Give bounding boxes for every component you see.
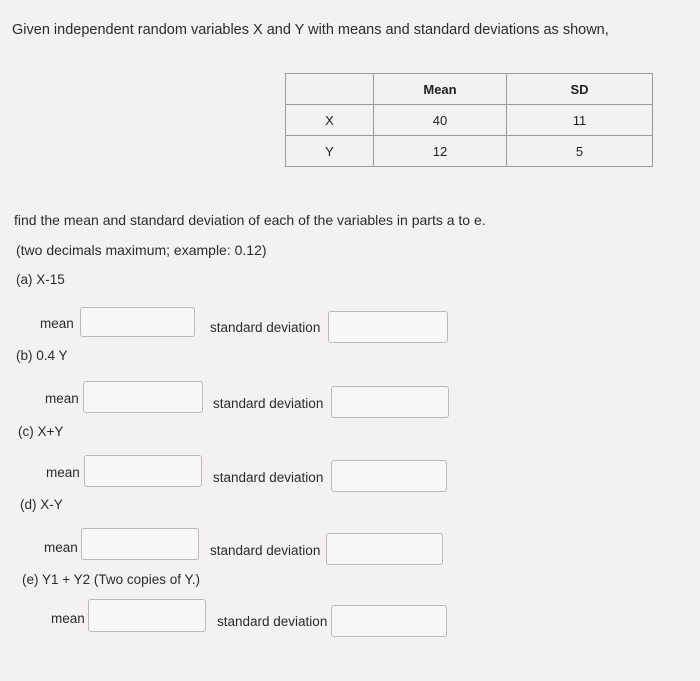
part-b-mean-label: mean xyxy=(45,391,79,406)
instructions-line2: (two decimals maximum; example: 0.12) xyxy=(16,242,267,258)
stats-table xyxy=(285,73,653,167)
instructions-line1: find the mean and standard deviation of each of the variables in parts a to e. xyxy=(14,212,486,228)
table-header-blank xyxy=(286,74,374,105)
cell-y-mean: 12 xyxy=(374,136,507,167)
part-e-sd-input[interactable] xyxy=(331,605,447,637)
part-c-mean-input[interactable] xyxy=(84,455,202,487)
part-a-mean-label: mean xyxy=(40,316,74,331)
part-a-title: (a) X-15 xyxy=(16,272,65,287)
part-d-sd-label: standard deviation xyxy=(210,543,321,558)
part-c-title: (c) X+Y xyxy=(18,424,64,439)
part-b-title: (b) 0.4 Y xyxy=(16,348,68,363)
part-d-title: (d) X-Y xyxy=(20,497,63,512)
cell-y-sd: 5 xyxy=(507,136,653,167)
part-a-sd-label: standard deviation xyxy=(210,320,321,335)
row-label-x: X xyxy=(286,105,374,136)
table-header-mean: Mean xyxy=(374,74,507,105)
part-c-mean-label: mean xyxy=(46,465,80,480)
cell-x-mean: 40 xyxy=(374,105,507,136)
part-e-sd-label: standard deviation xyxy=(217,614,328,629)
table-header-row xyxy=(286,74,653,105)
part-c-sd-label: standard deviation xyxy=(213,470,324,485)
cell-x-sd: 11 xyxy=(507,105,653,136)
row-label-y: Y xyxy=(286,136,374,167)
part-d-sd-input[interactable] xyxy=(326,533,443,565)
table-header-sd: SD xyxy=(507,74,653,105)
part-e-mean-label: mean xyxy=(51,611,85,626)
question-intro: Given independent random variables X and Y with means and standard deviations as shown, xyxy=(12,22,609,38)
part-a-sd-input[interactable] xyxy=(328,311,448,343)
part-e-mean-input[interactable] xyxy=(88,599,206,632)
part-d-mean-label: mean xyxy=(44,540,78,555)
part-d-mean-input[interactable] xyxy=(81,528,199,560)
part-e-title: (e) Y1 + Y2 (Two copies of Y.) xyxy=(22,572,200,587)
table-row-x xyxy=(286,105,653,136)
part-b-sd-label: standard deviation xyxy=(213,396,324,411)
part-a-mean-input[interactable] xyxy=(80,307,195,337)
part-b-mean-input[interactable] xyxy=(83,381,203,413)
part-c-sd-input[interactable] xyxy=(331,460,447,492)
part-b-sd-input[interactable] xyxy=(331,386,449,418)
table-row-y xyxy=(286,136,653,167)
